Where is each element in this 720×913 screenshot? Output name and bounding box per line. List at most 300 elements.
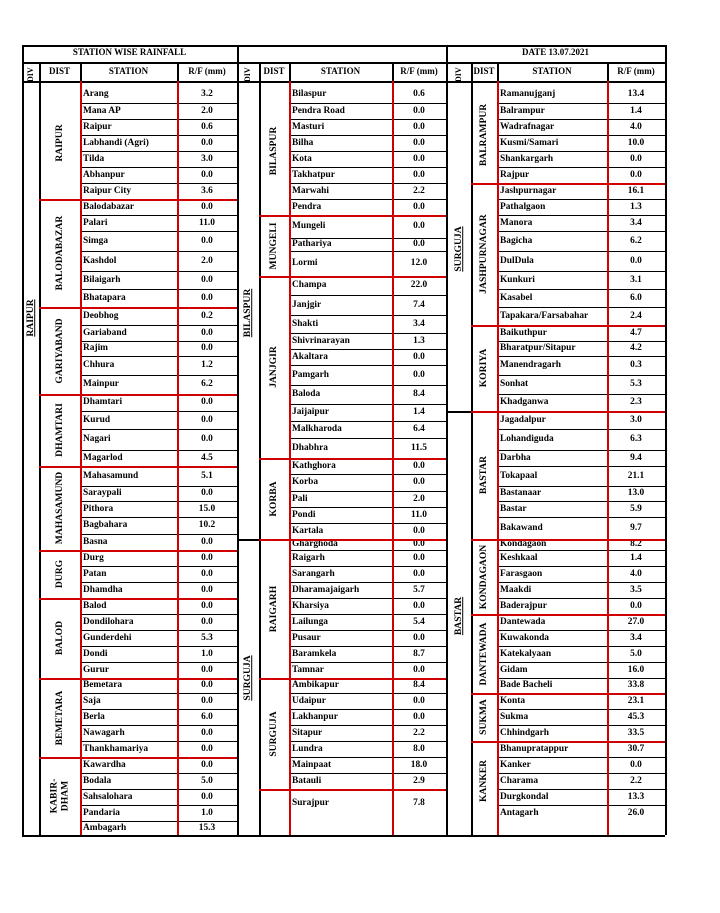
rule	[80, 805, 237, 806]
rainfall-value: 1.4	[413, 407, 425, 417]
rule	[289, 438, 446, 439]
rainfall-value: 0.0	[413, 121, 425, 132]
station-name: Kota	[292, 153, 312, 164]
rainfall-value: 0.0	[201, 791, 213, 802]
station-name: Bastanaar	[500, 488, 542, 498]
station-name: Antagarh	[500, 807, 539, 818]
rule	[22, 45, 24, 835]
station-name: Pithora	[83, 503, 114, 514]
district-label: JASHPURNAGAR	[478, 214, 490, 294]
station-name: Champa	[292, 280, 327, 290]
station-name: Abhanpur	[83, 169, 125, 180]
rainfall-value: 0.0	[413, 632, 425, 643]
station-name: Bhatapara	[83, 292, 126, 303]
station-name: Mainpaat	[292, 759, 332, 770]
district-label: DURG	[53, 559, 65, 589]
rule	[289, 365, 446, 366]
rainfall-value: 33.5	[627, 727, 645, 738]
rule	[259, 539, 446, 541]
rainfall-value: 1.0	[201, 648, 213, 659]
rule	[39, 598, 237, 600]
division-label: SURGUJA	[452, 225, 464, 272]
station-name: Bharatpur/Sitapur	[500, 343, 576, 353]
rule	[497, 662, 665, 663]
rule	[80, 582, 237, 583]
station-name: Sukma	[500, 711, 529, 722]
rainfall-value: 18.0	[410, 759, 428, 770]
rule	[80, 693, 237, 694]
rule	[471, 693, 665, 695]
district-label: MAHASAMUND	[53, 471, 65, 545]
rule	[471, 614, 665, 616]
rule	[80, 375, 237, 376]
station-name: Ambagarh	[83, 822, 127, 833]
rainfall-value: 1.4	[630, 105, 642, 116]
station-name: Batauli	[292, 775, 322, 786]
division-label: RAIPUR	[24, 299, 36, 337]
station-name: Tokapaal	[500, 470, 538, 481]
rule	[80, 614, 237, 615]
rainfall-value: 3.0	[630, 414, 642, 425]
rainfall-value: 3.0	[201, 153, 213, 164]
rainfall-value: 30.7	[627, 743, 645, 754]
rule	[80, 135, 237, 136]
rainfall-value: 27.0	[627, 616, 645, 627]
station-name: Jashpurnagar	[500, 185, 557, 196]
rainfall-value: 0.0	[201, 488, 213, 498]
rule	[289, 62, 291, 81]
station-name: Dondilohara	[83, 616, 134, 627]
station-name: Pusaur	[292, 632, 321, 643]
rainfall-value: 0.0	[413, 369, 425, 380]
station-name: Bilha	[292, 137, 314, 148]
rule	[39, 678, 237, 680]
station-name: Baloda	[292, 389, 321, 399]
station-name: Thankhamariya	[83, 743, 149, 754]
station-name: Pendra Road	[292, 105, 345, 116]
station-name: Durgkondal	[500, 791, 549, 802]
rule	[497, 215, 665, 216]
rainfall-value: 0.0	[201, 727, 213, 738]
rule	[80, 662, 237, 663]
rule	[497, 103, 665, 104]
rainfall-value: 13.3	[627, 791, 645, 802]
station-name: Darbha	[500, 452, 531, 463]
station-name: Tamnar	[292, 664, 324, 675]
rule	[80, 486, 237, 487]
rule	[80, 630, 237, 631]
rainfall-value: 5.0	[201, 775, 213, 786]
rainfall-value: 0.0	[201, 235, 213, 246]
station-name: Kashdol	[83, 255, 117, 266]
station-name: Pali	[292, 493, 308, 504]
rainfall-value: 15.0	[198, 503, 216, 514]
station-name: Balod	[83, 600, 107, 611]
rainfall-value: 4.0	[630, 568, 642, 579]
rainfall-value: 11.0	[411, 509, 427, 520]
station-name: Charama	[500, 775, 539, 786]
rule	[80, 517, 237, 518]
rule	[22, 835, 237, 837]
rule	[497, 151, 665, 152]
station-name: Bodala	[83, 775, 112, 786]
station-name: Deobhog	[83, 310, 119, 321]
rule	[471, 539, 665, 541]
rainfall-value: 0.0	[413, 105, 425, 116]
station-name: Saraypali	[83, 488, 122, 498]
rule	[289, 582, 446, 583]
station-name: Arang	[83, 89, 109, 99]
rainfall-value: 15.3	[198, 822, 216, 833]
station-name: Bilaigarh	[83, 274, 121, 285]
rule	[497, 646, 665, 647]
col-header-station: STATION	[108, 66, 149, 76]
station-name: Kondagaon	[500, 539, 547, 549]
rule	[497, 81, 499, 835]
station-name: Durg	[83, 552, 104, 563]
rainfall-value: 0.0	[201, 616, 213, 627]
station-name: Bastar	[500, 503, 527, 514]
station-name: Balrampur	[500, 105, 545, 116]
rainfall-value: 5.0	[630, 648, 642, 659]
rule	[289, 333, 446, 334]
rule	[289, 662, 446, 663]
rainfall-value: 5.9	[630, 503, 642, 514]
rule	[22, 81, 237, 83]
station-name: Lohandiguda	[500, 434, 554, 444]
rule	[497, 709, 665, 710]
rainfall-value: 5.3	[630, 379, 642, 389]
rainfall-value: 11.0	[199, 217, 215, 228]
district-label: BILASPUR	[268, 126, 280, 175]
district-label: KANKER	[478, 759, 490, 803]
rule	[289, 523, 446, 524]
rule	[471, 183, 665, 185]
station-name: Keshkaal	[500, 552, 538, 563]
station-name: Shakti	[292, 318, 319, 329]
rule	[259, 62, 261, 835]
station-name: Lundra	[292, 743, 323, 754]
rainfall-report	[22, 45, 665, 835]
rule	[80, 251, 237, 252]
station-name: Pandaria	[83, 807, 120, 818]
rainfall-value: 5.1	[201, 470, 213, 481]
rainfall-value: 3.4	[630, 217, 642, 228]
rule	[237, 835, 446, 837]
rule	[259, 276, 446, 278]
rainfall-value: 0.0	[201, 600, 213, 611]
rule	[39, 307, 237, 309]
rule	[39, 394, 237, 396]
station-name: Sitapur	[292, 727, 323, 738]
rainfall-value: 1.0	[201, 807, 213, 818]
rule	[80, 789, 237, 790]
rule	[289, 550, 446, 551]
rainfall-value: 10.2	[198, 520, 216, 530]
rainfall-value: 6.2	[630, 235, 642, 246]
rule	[237, 45, 239, 835]
station-name: Gidam	[500, 664, 528, 675]
rainfall-value: 9.7	[630, 522, 642, 533]
district-label: KORBA	[268, 480, 280, 517]
division-label: BASTAR	[452, 596, 464, 636]
rule	[80, 271, 237, 272]
station-name: Dondi	[83, 648, 108, 659]
district-label: MUNGELI	[268, 222, 280, 269]
rainfall-value: 8.2	[630, 539, 642, 549]
rainfall-value: 5.7	[413, 584, 425, 595]
station-name: Jagadalpur	[500, 414, 546, 425]
rule	[471, 411, 665, 413]
rainfall-value: 7.4	[413, 299, 425, 310]
station-name: Pamgarh	[292, 369, 329, 380]
rule	[289, 421, 446, 422]
rainfall-value: 2.0	[201, 105, 213, 116]
rainfall-value: 3.4	[630, 632, 642, 643]
rainfall-value: 2.9	[413, 775, 425, 786]
rule	[289, 404, 446, 405]
station-name: Tapakara/Farsabahar	[500, 310, 589, 321]
rainfall-value: 0.0	[630, 759, 642, 770]
rainfall-value: 33.8	[627, 680, 645, 690]
rainfall-value: 0.0	[201, 568, 213, 579]
rainfall-value: 0.0	[630, 255, 642, 266]
rule	[497, 550, 665, 551]
station-name: Lailunga	[292, 616, 328, 627]
rule	[497, 251, 665, 252]
station-name: Chhura	[83, 360, 115, 370]
rule	[289, 614, 446, 615]
station-name: Pathariya	[292, 239, 332, 249]
rule	[80, 215, 237, 216]
district-label: GARIYABAND	[53, 317, 65, 384]
rule	[289, 238, 446, 239]
rainfall-value: 0.0	[201, 664, 213, 675]
rule	[80, 709, 237, 710]
rule	[39, 466, 237, 468]
station-name: Kathghora	[292, 460, 336, 471]
rule	[497, 517, 665, 518]
station-name: Jaijaipur	[292, 407, 329, 417]
rule	[497, 307, 665, 308]
district-label: KORIYA	[478, 348, 490, 388]
station-name: Sahsalohara	[83, 791, 133, 802]
district-label: RAIPUR	[53, 123, 65, 162]
station-name: Wadrafnagar	[500, 121, 555, 132]
station-name: Mainpur	[83, 379, 119, 389]
rule	[80, 167, 237, 168]
rainfall-value: 6.2	[201, 379, 213, 389]
station-name: Baramkela	[292, 648, 337, 659]
station-name: Lormi	[292, 258, 318, 268]
station-name: Marwahi	[292, 185, 329, 196]
rule	[497, 582, 665, 583]
rule	[80, 289, 237, 290]
station-name: Bagbahara	[83, 520, 128, 530]
rule	[497, 199, 665, 200]
station-name: Raipur	[83, 121, 112, 132]
rule	[289, 135, 446, 136]
station-name: Janjgir	[292, 299, 322, 310]
rule	[497, 119, 665, 120]
rule	[289, 741, 446, 742]
rule	[497, 289, 665, 290]
station-name: Tilda	[83, 153, 105, 164]
rainfall-value: 0.0	[630, 153, 642, 164]
rule	[497, 231, 665, 232]
rainfall-value: 0.0	[201, 680, 213, 690]
station-name: Palari	[83, 217, 108, 228]
station-name: Maakdi	[500, 584, 532, 595]
station-name: Akaltara	[292, 351, 328, 362]
station-name: Mungeli	[292, 221, 326, 231]
rule	[289, 693, 446, 694]
rule	[289, 566, 446, 567]
rainfall-value: 3.6	[201, 185, 213, 196]
station-name: Kurud	[83, 414, 111, 425]
rainfall-value: 0.0	[413, 221, 425, 231]
rainfall-value: 0.0	[413, 695, 425, 706]
rainfall-value: 0.0	[413, 568, 425, 579]
rainfall-value: 45.3	[627, 711, 645, 722]
station-name: Bhanupratappur	[500, 743, 569, 754]
rule	[289, 295, 446, 296]
station-name: Magarlod	[83, 452, 123, 463]
district-label: JANJGIR	[268, 346, 280, 388]
rainfall-value: 11.5	[411, 442, 427, 453]
station-name: Pondi	[292, 509, 316, 520]
rainfall-value: 0.0	[413, 477, 425, 487]
rule	[80, 566, 237, 567]
rule	[497, 757, 665, 758]
rainfall-value: 0.3	[630, 360, 642, 370]
rule	[259, 215, 446, 217]
station-name: Kunkuri	[500, 274, 535, 285]
rainfall-value: 6.4	[413, 424, 425, 434]
station-name: Gunderdehi	[83, 632, 132, 643]
rule	[607, 81, 609, 835]
rainfall-value: 2.3	[630, 397, 642, 407]
rule	[237, 81, 446, 83]
station-name: Shankargarh	[500, 153, 554, 164]
district-label: BALOD	[53, 620, 65, 656]
rainfall-value: 2.0	[201, 255, 213, 266]
rule	[289, 709, 446, 710]
station-name: Masturi	[292, 121, 325, 132]
rule	[497, 429, 665, 430]
rule	[497, 62, 499, 81]
rule	[80, 356, 237, 357]
rainfall-value: 0.6	[201, 121, 213, 132]
rule	[446, 45, 448, 835]
station-name: Pendra	[292, 201, 322, 212]
rule	[497, 135, 665, 136]
rule	[177, 62, 179, 81]
rule	[22, 62, 665, 64]
rule	[39, 199, 237, 201]
rainfall-value: 0.0	[201, 759, 213, 770]
station-name: Pathalgaon	[500, 201, 546, 212]
rule	[259, 789, 446, 791]
rainfall-value: 3.1	[630, 274, 642, 285]
station-name: Khadganwa	[500, 397, 549, 407]
rule	[259, 458, 446, 460]
rule	[289, 251, 446, 252]
rainfall-value: 0.0	[630, 600, 642, 611]
rule	[80, 646, 237, 647]
station-name: Dhabhra	[292, 442, 328, 453]
rule	[289, 199, 446, 200]
station-name: Katekalyaan	[500, 648, 552, 659]
rainfall-value: 26.0	[627, 807, 645, 818]
rule	[497, 773, 665, 774]
station-name: Mahasamund	[83, 470, 139, 481]
rainfall-value: 4.2	[630, 343, 642, 353]
rainfall-value: 0.0	[413, 711, 425, 722]
station-name: Manendragarh	[500, 360, 561, 370]
rainfall-value: 0.0	[201, 343, 213, 353]
district-label: SURGUJA	[268, 710, 280, 757]
station-name: Kawardha	[83, 759, 126, 770]
station-name: Simga	[83, 235, 109, 246]
district-label: SUKMA	[478, 699, 490, 735]
rule	[80, 534, 237, 535]
station-name: Sonhat	[500, 379, 529, 389]
col-header-station: STATION	[320, 66, 361, 76]
rainfall-value: 16.0	[627, 664, 645, 675]
station-name: Kasabel	[500, 292, 533, 303]
rule	[80, 821, 237, 822]
station-name: Bilaspur	[292, 89, 327, 99]
rule	[289, 598, 446, 599]
rainfall-value: 23.1	[627, 695, 645, 706]
station-name: Labhandi (Agri)	[83, 137, 149, 148]
rainfall-value: 0.0	[201, 584, 213, 595]
rainfall-value: 0.0	[413, 239, 425, 249]
rule	[80, 411, 237, 412]
rainfall-value: 8.4	[413, 680, 425, 690]
station-name: Kusmi/Samari	[500, 137, 559, 148]
rainfall-value: 1.2	[201, 360, 213, 370]
report-title: STATION WISE RAINFALL	[72, 47, 187, 57]
rainfall-value: 2.0	[413, 493, 425, 504]
station-name: Raigarh	[292, 552, 325, 563]
station-name: Kuwakonda	[500, 632, 549, 643]
station-name: Saja	[83, 695, 101, 706]
rule	[39, 550, 237, 552]
district-label: KONDAGAON	[478, 544, 490, 609]
rainfall-value: 3.4	[413, 318, 425, 329]
rainfall-value: 0.0	[201, 274, 213, 285]
station-name: Kartala	[292, 525, 324, 536]
rule	[80, 151, 237, 152]
col-header-dist: DIST	[473, 66, 495, 76]
rainfall-value: 13.4	[627, 89, 645, 99]
rule	[497, 394, 665, 395]
rule	[289, 507, 446, 508]
station-name: Gariaband	[83, 327, 127, 338]
col-header-div: DIV	[26, 67, 35, 83]
rainfall-value: 2.2	[413, 185, 425, 196]
rule	[289, 103, 446, 104]
rule	[39, 757, 237, 759]
station-name: Nagari	[83, 434, 111, 444]
station-name: Rajim	[83, 343, 108, 353]
station-name: Manora	[500, 217, 533, 228]
rule	[289, 385, 446, 386]
station-name: Rajpur	[500, 169, 530, 180]
station-name: Gurur	[83, 664, 110, 675]
